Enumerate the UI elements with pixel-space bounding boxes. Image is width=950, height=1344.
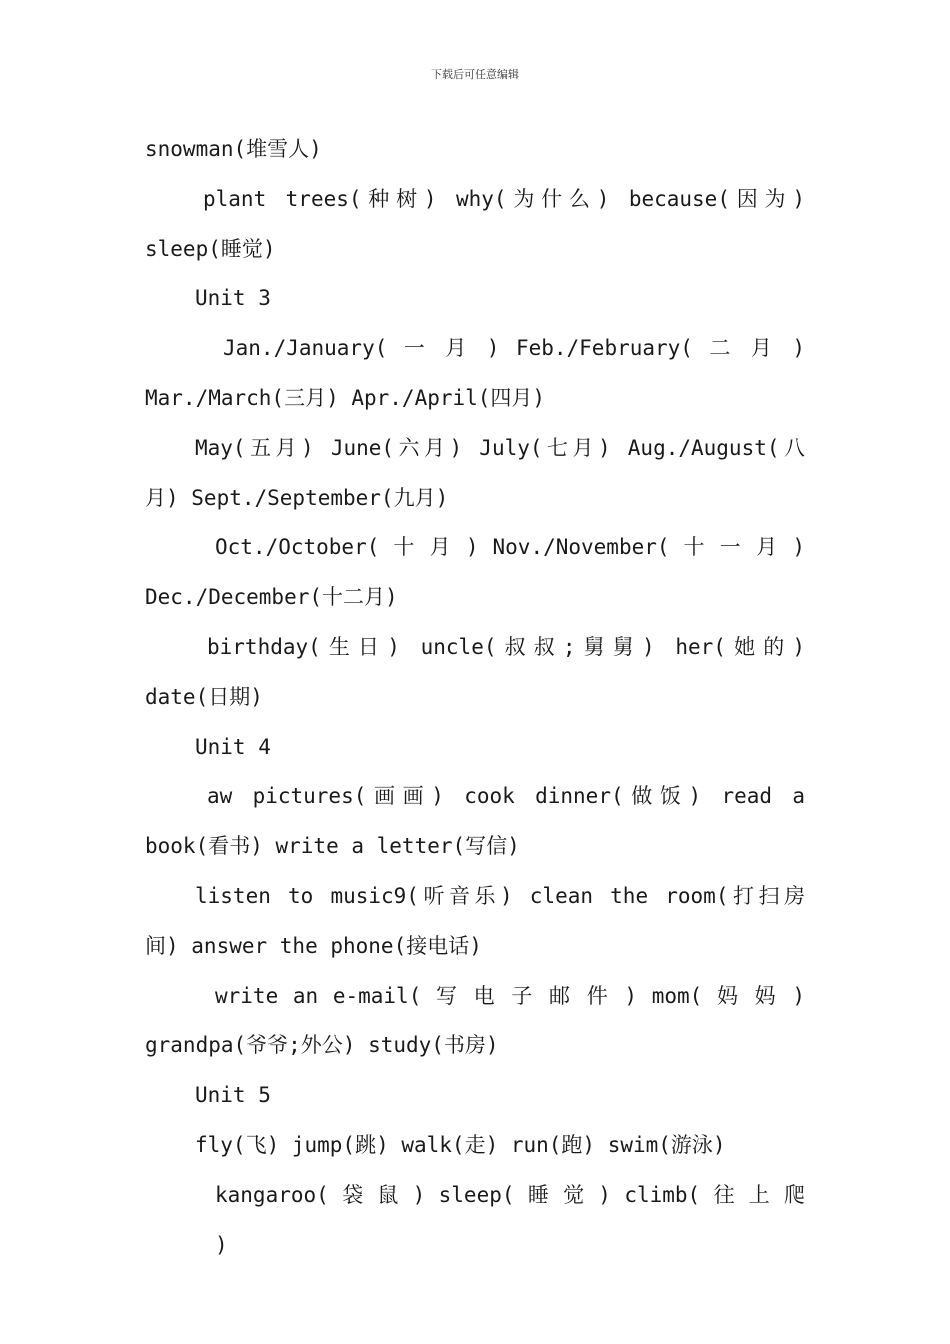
section-heading: Unit 5 <box>195 1083 271 1108</box>
document-body <box>145 125 805 1257</box>
text-line: aw pictures(画画) cook dinner(做饭) read a <box>207 784 805 809</box>
section-heading: Unit 3 <box>195 286 271 311</box>
text-line: snowman(堆雪人) <box>145 137 322 161</box>
text-line: sleep(睡觉) <box>145 236 276 261</box>
text-line: 间) answer the phone(接电话) <box>145 933 482 958</box>
text-line: plant trees(种树) why(为什么) because(因为) <box>203 186 805 211</box>
text-line: fly(飞) jump(跳) walk(走) run(跑) swim(游泳) <box>195 1132 726 1157</box>
text-line: date(日期) <box>145 684 263 709</box>
text-line: May(五月) June(六月) July(七月) Aug./August(八 <box>195 435 805 460</box>
text-line: 月) Sept./September(九月) <box>145 485 449 510</box>
text-line: kangaroo( 袋 鼠 ) sleep( 睡 觉 ) climb( 往 上 爬 ) <box>215 1182 805 1257</box>
text-line: book(看书) write a letter(写信) <box>145 834 520 859</box>
section-heading: Unit 4 <box>195 734 271 759</box>
text-line: write an e-mail( 写 电 子 邮 件 ) mom( 妈 妈 ) <box>215 983 805 1008</box>
text-line: Jan./January( 一 月 ) Feb./February( 二 月 ) <box>223 336 805 361</box>
text-line: Oct./October( 十 月 ) Nov./November( 十 一 月 ) <box>215 535 805 560</box>
text-line: Dec./December(十二月) <box>145 585 398 610</box>
text-line: grandpa(爷爷;外公) study(书房) <box>145 1033 499 1058</box>
text-line: listen to music9(听音乐) clean the room(打扫房 <box>195 883 805 908</box>
text-line: birthday(生日) uncle(叔叔;舅舅) her(她的) <box>207 634 805 659</box>
text-line: Mar./March(三月) Apr./April(四月) <box>145 385 546 410</box>
page-header: 下载后可任意编辑 <box>431 68 519 81</box>
